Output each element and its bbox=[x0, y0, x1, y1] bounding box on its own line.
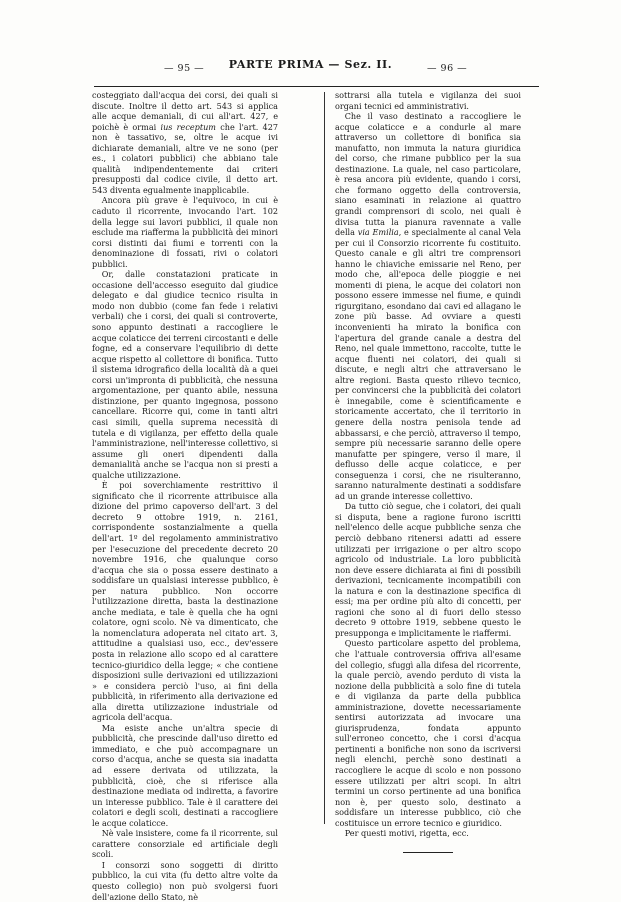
paragraph bbox=[335, 111, 521, 501]
latin-phrase: ius receptum bbox=[160, 121, 216, 132]
end-rule bbox=[403, 852, 453, 853]
paragraph: Per questi motivi, rigetta, ecc. bbox=[344, 828, 469, 839]
paragraph: I consorzi sono soggetti di diritto pubblico, la cui vita (fu detto altre volte da questo collegio) non può svolgersi fuori dell'azione dello Stato, nè bbox=[92, 859, 278, 902]
place-name: via Emilia bbox=[357, 227, 399, 238]
text-run: costeggiato dall'acqua dei corsi, dei quali si discute. Inoltre il detto art. 543 si applica alle acque demaniali, di cui all'art. 427, e poichè è ormai bbox=[92, 90, 278, 132]
paragraph: Questo particolare aspetto del problema, che l'attuale controversia offriva all'esame del collegio, sfuggì alla difesa del ricorrente, la quale perciò, avendo perduto di vista la nozione della pubblicità a solo fine di tutela e di vigilanza da parte della pubblica amministrazione, dovette necessariamente sentirsi autorizzata ad invocare una giurisprudenza, fondata appunto sull'erroneo concetto, che i corsi d'acqua pertinenti a bonifiche non sono da iscriversi negli elenchi, perchè sono destinati a raccogliere le acque di scolo e non possono essere utilizzati per altri scopi. In altri termini un corso pertinente ad una bonifica non è, per questo solo, destinato a soddisfare un interesse pubblico, ciò che costituisce un errore tecnico e giuridico. bbox=[335, 638, 521, 828]
paragraph: Da tutto ciò segue, che i colatori, dei quali si disputa, bene a ragione furono iscritti nell'elenco delle acque pubbliche senza che perciò debbano ritenersi adatti ad essere utilizzati per irrigazione o per altro scopo agricolo od industriale. La loro pubblicità non deve essere dichiarata ai fini di possibili derivazioni, tecnicamente incompatibili con la natura e con la destinazione specifica di essi; ma per ordine più alto di concetti, per ragioni che sono al di fuori dello stesso decreto 9 ottobre 1919, sebbene questo le presupponga e implicitamente le riaffermi. bbox=[335, 501, 521, 638]
header-rule bbox=[94, 86, 539, 87]
text-run: Che il vaso destinato a raccogliere le acque colaticce e a condurle al mare attraverso un collettore di bonifica sia manufatto, non immuta la natura giuridica del corso, che rimane pubblico per la sua destinazione. La quale, nel caso particolare, è resa ancora più evidente, quando i corsi, che formano oggetto della controversia, siano esaminati in relazione ai quattro grandi comprensori di scolo, nei quali è divisa tutta la pianura ravennate a valle della bbox=[335, 111, 521, 238]
running-title: PARTE PRIMA — Sez. II. bbox=[228, 58, 393, 71]
paragraph: È poi soverchiamente restrittivo il significato che il ricorrente attribuisce alla dizione del primo capoverso dell'art. 3 del decreto 9 ottobre 1919, n. 2161, corrispondente sostanzialmente a quella dell'art. 1º del regolamento amministrativo per l'esecuzione del precedente decreto 20 novembre 1916, che qualunque corso d'acqua che sia o possa essere destinato a soddisfare un qualsiasi interesse pubblico, è per natura pubblico. Non occorre l'utilizzazione diretta, basta la destinazione anche mediata, e tale è quella che ha ogni colatore, ogni scolo. Nè va dimenticato, che la nomenclatura adoperata nel citato art. 3, attitudine a qualsiasi uso, ecc., dev'essere posta in relazione allo scopo ed al carattere tecnico-giuridico della legge; « che contiene disposizioni sulle derivazioni ed utilizzazioni » e considera perciò l'uso, ai fini della pubblicità, in riferimento alla derivazione ed alla diretta utilizzazione industriale od agricola dell'acqua. bbox=[92, 480, 278, 723]
text-run: , e specialmente al canal Vela per cui il Consorzio ricorrente fu costituito. Questo canale e gli altri tre comprensori hanno le chiaviche emissarie nel Reno, per modo che, all'epoca delle pioggie e nei momenti di piena, le acque dei colatori non possono essere immesse nel fiume, e quindi rigurgitano, esondano dai cavi ed allagano le zone più basse. Ad ovviare a questi inconvenienti ha mirato la bonifica con l'apertura del grande canale a destra del Reno, nel quale immettono, raccolte, tutte le acque fluenti nei colatori, dei quali si discute, e negli altri che attraversano le altre regioni. Basta questo rilievo tecnico, per convincersi che la pubblicità dei colatori è innegabile, come è scientificamente e storicamente accertato, che il territorio in genere della nostra penisola tende ad abbassarsi, e che perciò, attraverso il tempo, sempre più necessarie saranno delle opere manufatte per spingere, verso il mare, il deflusso delle acque colaticce, e per conseguenza i corsi, che ne risulteranno, saranno naturalmente destinati a soddisfare ad un grande interesse collettivo. bbox=[335, 227, 522, 501]
paragraph: Ma esiste anche un'altra specie di pubblicità, che prescinde dall'uso diretto ed immediato, e che può accompagnare un corso d'acqua, anche se questa sia inadatta ad essere derivata od utilizzata, la pubblicità, cioè, che si riferisce alla destinazione mediata od indiretta, a favorire un interesse pubblico. Tale è il carattere dei colatori e degli scoli, destinati a raccogliere le acque colaticce. bbox=[92, 722, 278, 828]
paragraph bbox=[92, 90, 278, 195]
page-number-left: — 95 — bbox=[164, 63, 205, 74]
running-header bbox=[0, 52, 621, 80]
right-column bbox=[335, 90, 521, 853]
paragraph: Ancora più grave è l'equivoco, in cui è caduto il ricorrente, invocando l'art. 102 della legge sui lavori pubblici, il quale non esclude ma riafferma la pubblicità dei minori corsi distinti dai fiumi e torrenti con la denominazione di fossati, rivi o colatori pubblici. bbox=[92, 195, 278, 269]
column-divider bbox=[324, 92, 325, 824]
paragraph: Or, dalle constatazioni praticate in occasione dell'accesso eseguito dal giudice delegato e dal giudice tecnico risulta in modo non dubbio (come fan fede i relativi verbali) che i corsi, dei quali si controverte, sono appunto destinati a raccogliere le acque colaticce dei terreni circostanti e delle fogne, ed a conservare l'equilibrio di dette acque rispetto al collettore di bonifica. Tutto il sistema idrografico della località dà a quei corsi un'impronta di pubblicità, che nessuna argomentazione, per quanto abile, nessuna distinzione, per quanto ingegnosa, possono cancellare. Ricorre qui, come in tanti altri casi simili, quella suprema necessità di tutela e di vigilanza, per effetto della quale l'amministrazione, nell'interesse collettivo, si assume gli oneri dipendenti dalla demanialità anche se l'acqua non si presti a qualche utilizzazione. bbox=[92, 269, 278, 480]
paragraph: Nè vale insistere, come fa il ricorrente, sul carattere consorziale ed artificiale degli scoli. bbox=[92, 828, 278, 860]
page-number-right: — 96 — bbox=[427, 63, 468, 74]
paragraph: sottrarsi alla tutela e vigilanza dei suoi organi tecnici ed amministrativi. bbox=[335, 90, 521, 111]
left-column bbox=[92, 90, 278, 902]
text-run: che l'art. 427 non è tassativo, se, oltre le acque ivi dichiarate demaniali, altre ve ne sono (per es., i colatori pubblici) che abbiano tale qualità indipendentemente dai criteri presupposti dal codice civile, il detto art. 543 diventa egualmente inapplicabile. bbox=[92, 121, 279, 195]
